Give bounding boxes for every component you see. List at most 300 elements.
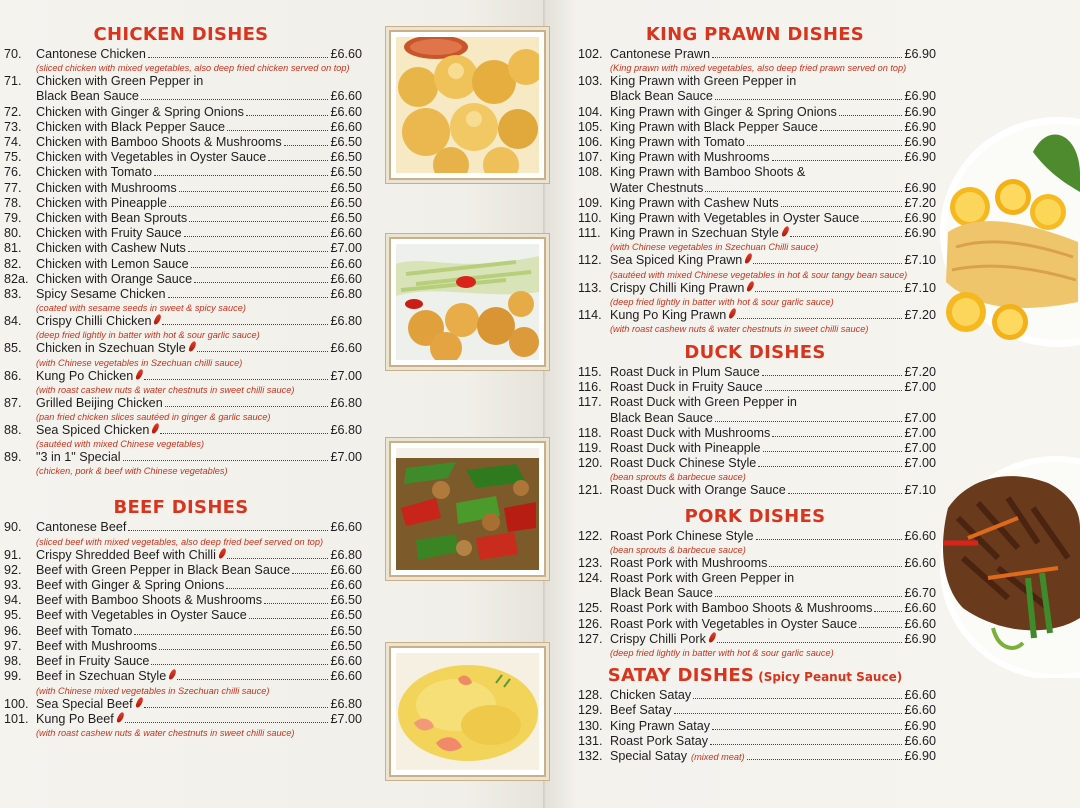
dot-leader	[151, 664, 328, 665]
item-body	[36, 226, 362, 241]
chili-icon	[708, 631, 717, 643]
item-body	[36, 165, 362, 180]
item-name: Beef with Ginger & Spring Onions	[36, 578, 225, 593]
item-body	[36, 241, 362, 256]
item-name: Black Bean Sauce	[610, 89, 713, 104]
item-line	[610, 703, 936, 718]
section-title-chicken: CHICKEN DISHES	[93, 24, 269, 45]
section-title-satay	[574, 663, 936, 688]
menu-column-left	[0, 22, 362, 739]
item-number: 106.	[578, 135, 603, 150]
item-description: (chicken, pork & beef with Chinese vegetables)	[36, 466, 228, 477]
item-line	[36, 578, 362, 593]
item-price: £6.60	[330, 654, 362, 669]
item-line	[36, 423, 362, 438]
item-body	[36, 624, 362, 639]
dot-leader	[747, 145, 903, 146]
dot-leader	[790, 236, 903, 237]
chili-icon	[135, 368, 144, 380]
item-name: Chicken with Orange Sauce	[36, 271, 193, 286]
item-name: Water Chestnuts	[610, 180, 704, 195]
item-number: 129.	[578, 703, 603, 718]
menu-item	[574, 105, 936, 120]
item-number: 123.	[578, 555, 603, 570]
item-name: Beef in Fruity Sauce	[36, 654, 150, 669]
menu-item	[574, 688, 936, 703]
item-line	[610, 601, 936, 616]
item-line	[36, 211, 362, 226]
menu-item	[0, 47, 362, 74]
item-name: King Prawn with Tomato	[610, 135, 745, 150]
item-line	[36, 624, 362, 639]
item-body	[610, 703, 936, 718]
item-number: 82a.	[4, 271, 29, 286]
item-name: Kung Po Beef	[36, 711, 114, 726]
item-price: £6.60	[904, 555, 936, 570]
dot-leader	[227, 130, 328, 131]
dot-leader	[712, 729, 902, 730]
chili-icon	[746, 280, 755, 292]
item-price: £7.20	[904, 365, 936, 380]
menu-item	[574, 165, 936, 195]
item-line	[36, 314, 362, 329]
item-number: 115.	[578, 365, 602, 380]
item-name: Black Bean Sauce	[36, 89, 139, 104]
item-name: Roast Duck with Orange Sauce	[610, 483, 786, 498]
item-description: (sautéed with mixed Chinese vegetables in hot & sour tangy bean sauce)	[610, 269, 908, 280]
item-line	[610, 181, 936, 196]
item-name-first-line: King Prawn with Green Pepper in	[610, 74, 797, 89]
menu-item	[0, 135, 362, 150]
item-body	[610, 135, 936, 150]
item-number: 76.	[4, 165, 22, 180]
item-number: 109.	[578, 195, 603, 210]
item-price: £6.60	[904, 703, 936, 718]
chilli-chicken-stirfry-photo	[391, 239, 544, 365]
satay-title-text: SATAY DISHES	[607, 665, 755, 687]
dot-leader	[284, 145, 329, 146]
item-line	[36, 135, 362, 150]
item-body	[36, 341, 362, 368]
menu-item	[0, 654, 362, 669]
menu-item	[0, 450, 362, 477]
item-line	[610, 308, 936, 323]
item-name: Kung Po Chicken	[36, 368, 134, 383]
item-name: Sea Special Beef	[36, 696, 133, 711]
omelette-prawn-photo	[391, 648, 544, 775]
kung-po-peppers-photo	[391, 443, 544, 575]
dot-leader	[765, 390, 903, 391]
item-number: 132.	[578, 748, 603, 763]
dot-leader	[772, 436, 902, 437]
item-list-satay	[574, 688, 936, 764]
dot-leader	[712, 57, 902, 58]
menu-item	[0, 211, 362, 226]
item-name: "3 in 1" Special	[36, 450, 121, 465]
item-body	[610, 74, 936, 104]
item-name: Chicken with Bamboo Shoots & Mushrooms	[36, 135, 282, 150]
item-price: £7.00	[330, 711, 362, 726]
item-number: 108.	[578, 165, 603, 180]
item-name: Crispy Shredded Beef with Chilli	[36, 547, 216, 562]
item-number: 100.	[4, 696, 29, 711]
item-body	[610, 529, 936, 556]
item-number: 122.	[578, 528, 603, 543]
chili-icon	[135, 696, 144, 708]
item-line	[610, 89, 936, 104]
menu-item	[574, 617, 936, 632]
item-body	[610, 632, 936, 659]
item-price: £6.80	[330, 696, 362, 711]
item-description: (King prawn with mixed vegetables, also deep fried prawn served on top)	[610, 63, 907, 74]
item-price: £6.60	[330, 226, 362, 241]
item-name: Chicken with Lemon Sauce	[36, 256, 189, 271]
menu-column-right	[574, 22, 936, 764]
item-number: 82.	[4, 256, 22, 271]
item-number: 116.	[578, 380, 602, 395]
item-body	[36, 150, 362, 165]
item-line	[36, 669, 362, 684]
item-body	[36, 593, 362, 608]
item-number: 103.	[578, 74, 603, 89]
item-name: Sea Spiced Chicken	[36, 423, 150, 438]
menu-item	[574, 253, 936, 280]
item-line	[36, 369, 362, 384]
item-body	[36, 450, 362, 477]
menu-item	[0, 520, 362, 547]
menu-item	[574, 734, 936, 749]
item-number: 105.	[578, 119, 603, 134]
item-price: £6.50	[330, 150, 362, 165]
item-line	[610, 688, 936, 703]
item-body	[610, 749, 936, 764]
item-body	[36, 120, 362, 135]
item-name: Beef with Bamboo Shoots & Mushrooms	[36, 593, 263, 608]
item-price: £6.80	[330, 287, 362, 302]
item-name: King Prawn with Black Pepper Sauce	[610, 119, 818, 134]
dot-leader	[292, 573, 328, 574]
item-number: 95.	[4, 608, 22, 623]
item-name: Kung Po King Prawn	[610, 307, 727, 322]
item-number: 113.	[578, 280, 602, 295]
item-price: £6.50	[330, 623, 362, 638]
item-number: 128.	[578, 688, 603, 703]
item-name: Roast Duck with Mushrooms	[610, 425, 771, 440]
item-name: Roast Pork with Vegetables in Oyster Sauce	[610, 616, 858, 631]
item-name: Chicken with Tomato	[36, 165, 152, 180]
chili-icon	[151, 423, 160, 435]
item-name: Crispy Chilli King Prawn	[610, 280, 745, 295]
menu-item	[574, 441, 936, 456]
item-price: £7.00	[330, 450, 362, 465]
item-number: 126.	[578, 616, 603, 631]
dot-leader	[264, 603, 328, 604]
item-name: Roast Pork with Mushrooms	[610, 555, 768, 570]
dot-leader	[154, 175, 329, 176]
item-price: £6.60	[330, 520, 362, 535]
item-body	[610, 120, 936, 135]
item-price: £6.90	[904, 226, 936, 241]
menu-item	[574, 365, 936, 380]
menu-item	[0, 639, 362, 654]
menu-item	[574, 281, 936, 308]
item-line	[610, 749, 936, 764]
item-price: £6.50	[330, 638, 362, 653]
item-number: 91.	[4, 547, 22, 562]
menu-item	[574, 426, 936, 441]
item-price: £6.60	[330, 119, 362, 134]
dot-leader	[227, 558, 329, 559]
item-body	[36, 520, 362, 547]
item-price: £7.10	[904, 483, 936, 498]
dot-leader	[144, 707, 329, 708]
item-price: £6.60	[330, 341, 362, 356]
item-description: (with Chinese vegetables in Szechuan chilli sauce)	[36, 357, 243, 368]
item-price: £6.50	[330, 180, 362, 195]
satay-title-note: (Spicy Peanut Sauce)	[758, 670, 903, 685]
item-line	[36, 257, 362, 272]
item-price: £6.70	[904, 586, 936, 601]
item-body	[610, 734, 936, 749]
dot-leader	[125, 722, 329, 723]
item-price: £6.50	[330, 195, 362, 210]
section-title-king-prawn: KING PRAWN DISHES	[645, 24, 865, 45]
dot-leader	[128, 530, 328, 531]
dot-leader	[737, 318, 902, 319]
dot-leader	[249, 618, 329, 619]
menu-item	[0, 181, 362, 196]
item-price: £6.90	[904, 135, 936, 150]
item-line	[610, 226, 936, 241]
item-description: (sliced chicken with mixed vegetables, also deep fried chicken served on top)	[36, 63, 350, 74]
item-name: Chicken with Ginger & Spring Onions	[36, 104, 244, 119]
menu-item	[0, 257, 362, 272]
menu-item	[0, 396, 362, 423]
shredded-beef-plate-image	[938, 448, 1080, 678]
item-price: £6.60	[904, 733, 936, 748]
menu-item	[0, 697, 362, 712]
menu-item	[0, 423, 362, 450]
menu-item	[0, 624, 362, 639]
item-price: £6.90	[904, 119, 936, 134]
dot-leader	[747, 759, 903, 760]
dot-leader	[693, 698, 902, 699]
item-body	[610, 556, 936, 571]
item-body	[610, 395, 936, 425]
menu-item	[0, 74, 362, 104]
item-name: Beef Satay	[610, 703, 672, 718]
item-number: 75.	[4, 150, 22, 165]
dot-leader	[772, 160, 903, 161]
item-number: 112.	[578, 253, 602, 268]
chili-icon	[728, 307, 737, 319]
menu-item	[574, 529, 936, 556]
item-number: 78.	[4, 195, 22, 210]
item-price: £6.90	[904, 89, 936, 104]
item-price: £7.10	[904, 280, 936, 295]
item-name: Roast Duck in Fruity Sauce	[610, 380, 763, 395]
item-line	[36, 341, 362, 356]
item-line	[610, 211, 936, 226]
chili-icon	[188, 341, 197, 353]
dot-leader	[168, 297, 329, 298]
item-body	[36, 211, 362, 226]
item-price: £6.90	[904, 104, 936, 119]
item-description: (with roast cashew nuts & water chestnuts in sweet chilli sauce)	[36, 384, 295, 395]
item-line	[36, 593, 362, 608]
item-line	[36, 563, 362, 578]
item-body	[36, 105, 362, 120]
dot-leader	[148, 57, 329, 58]
item-body	[610, 165, 936, 195]
item-body	[36, 654, 362, 669]
chili-icon	[153, 314, 162, 326]
item-name: Beef in Szechuan Style	[36, 669, 167, 684]
item-number: 130.	[578, 718, 603, 733]
item-line	[36, 89, 362, 104]
menu-item	[0, 287, 362, 314]
item-price: £6.50	[330, 211, 362, 226]
item-line	[36, 654, 362, 669]
item-number: 85.	[4, 341, 22, 356]
menu-item	[0, 196, 362, 211]
item-description: (with Chinese mixed vegetables in Szechuan chilli sauce)	[36, 685, 270, 696]
item-number: 77.	[4, 180, 22, 195]
item-name: Beef with Green Pepper in Black Bean Sauce	[36, 562, 291, 577]
item-price: £6.60	[904, 616, 936, 631]
item-price: £7.20	[904, 195, 936, 210]
item-name-first-line: Chicken with Green Pepper in	[36, 74, 204, 89]
item-line	[610, 632, 936, 647]
item-price: £7.00	[904, 410, 936, 425]
item-line	[36, 520, 362, 535]
item-number: 84.	[4, 314, 22, 329]
dot-leader	[715, 596, 903, 597]
item-description: (bean sprouts & barbecue sauce)	[610, 544, 746, 555]
item-line	[610, 617, 936, 632]
menu-item	[0, 120, 362, 135]
item-line	[36, 196, 362, 211]
item-line	[36, 150, 362, 165]
item-body	[610, 226, 936, 253]
item-price: £6.60	[904, 688, 936, 703]
item-price: £7.00	[330, 368, 362, 383]
dot-leader	[839, 115, 903, 116]
item-list-duck	[574, 365, 936, 499]
item-body	[610, 196, 936, 211]
dot-leader	[874, 611, 902, 612]
menu-item	[0, 369, 362, 396]
dot-leader	[162, 324, 328, 325]
item-line	[36, 639, 362, 654]
item-name: Crispy Chilli Chicken	[36, 314, 152, 329]
item-line	[36, 47, 362, 62]
item-body	[36, 287, 362, 314]
item-number: 89.	[4, 450, 22, 465]
item-body	[36, 578, 362, 593]
dot-leader	[715, 421, 903, 422]
item-name: King Prawn in Szechuan Style	[610, 226, 779, 241]
item-number: 71.	[4, 74, 22, 89]
item-price: £7.00	[904, 380, 936, 395]
item-name: Chicken with Pineapple	[36, 195, 167, 210]
item-number: 97.	[4, 638, 22, 653]
dot-leader	[177, 679, 328, 680]
item-price: £6.60	[330, 578, 362, 593]
dot-leader	[179, 191, 329, 192]
item-description: (sautéed with mixed Chinese vegetables)	[36, 439, 205, 450]
item-list-pork	[574, 529, 936, 659]
dot-leader	[226, 588, 328, 589]
item-price: £6.50	[330, 165, 362, 180]
item-number: 88.	[4, 423, 22, 438]
item-number: 124.	[578, 571, 603, 586]
item-line	[610, 135, 936, 150]
menu-item	[0, 241, 362, 256]
item-line	[36, 712, 362, 727]
item-body	[610, 456, 936, 483]
menu-item	[0, 548, 362, 563]
item-line	[610, 719, 936, 734]
item-body	[610, 688, 936, 703]
item-price: £7.00	[904, 441, 936, 456]
item-name: Crispy Chilli Pork	[610, 631, 706, 646]
item-number: 131.	[578, 733, 603, 748]
item-number: 119.	[578, 441, 602, 456]
section-title-beef: BEEF DISHES	[113, 497, 249, 519]
item-body	[610, 483, 936, 498]
item-description: (sliced beef with mixed vegetables, also deep fried beef served on top)	[36, 536, 324, 547]
item-name: Chicken with Cashew Nuts	[36, 241, 186, 256]
menu-item	[574, 395, 936, 425]
item-line	[610, 556, 936, 571]
item-body	[36, 548, 362, 563]
section-title-duck: DUCK DISHES	[684, 342, 826, 364]
item-name: Chicken in Szechuan Style	[36, 341, 186, 356]
item-description: (deep fried lightly in batter with hot & sour garlic sauce)	[36, 330, 260, 341]
item-number: 102.	[578, 47, 603, 61]
item-inline-note: (mixed meat)	[691, 751, 745, 762]
item-line	[36, 450, 362, 465]
item-line	[610, 483, 936, 498]
dot-leader	[763, 451, 903, 452]
item-body	[610, 426, 936, 441]
menu-item	[0, 669, 362, 696]
item-body	[36, 181, 362, 196]
item-body	[610, 719, 936, 734]
item-line	[610, 196, 936, 211]
item-price: £6.80	[330, 547, 362, 562]
item-body	[36, 196, 362, 211]
item-line	[36, 272, 362, 287]
menu-item	[574, 135, 936, 150]
item-price: £6.60	[330, 562, 362, 577]
item-line	[610, 253, 936, 268]
item-line	[610, 120, 936, 135]
menu-item	[574, 47, 936, 74]
item-line	[610, 105, 936, 120]
menu-item	[574, 601, 936, 616]
item-name: Roast Duck Chinese Style	[610, 456, 757, 471]
item-price: £7.00	[904, 456, 936, 471]
item-number: 70.	[4, 47, 22, 61]
item-body	[36, 669, 362, 696]
item-number: 117.	[578, 395, 602, 410]
item-price: £6.90	[904, 631, 936, 646]
dot-leader	[134, 634, 328, 635]
battered-chicken-balls-photo	[391, 32, 544, 178]
item-line	[610, 365, 936, 380]
